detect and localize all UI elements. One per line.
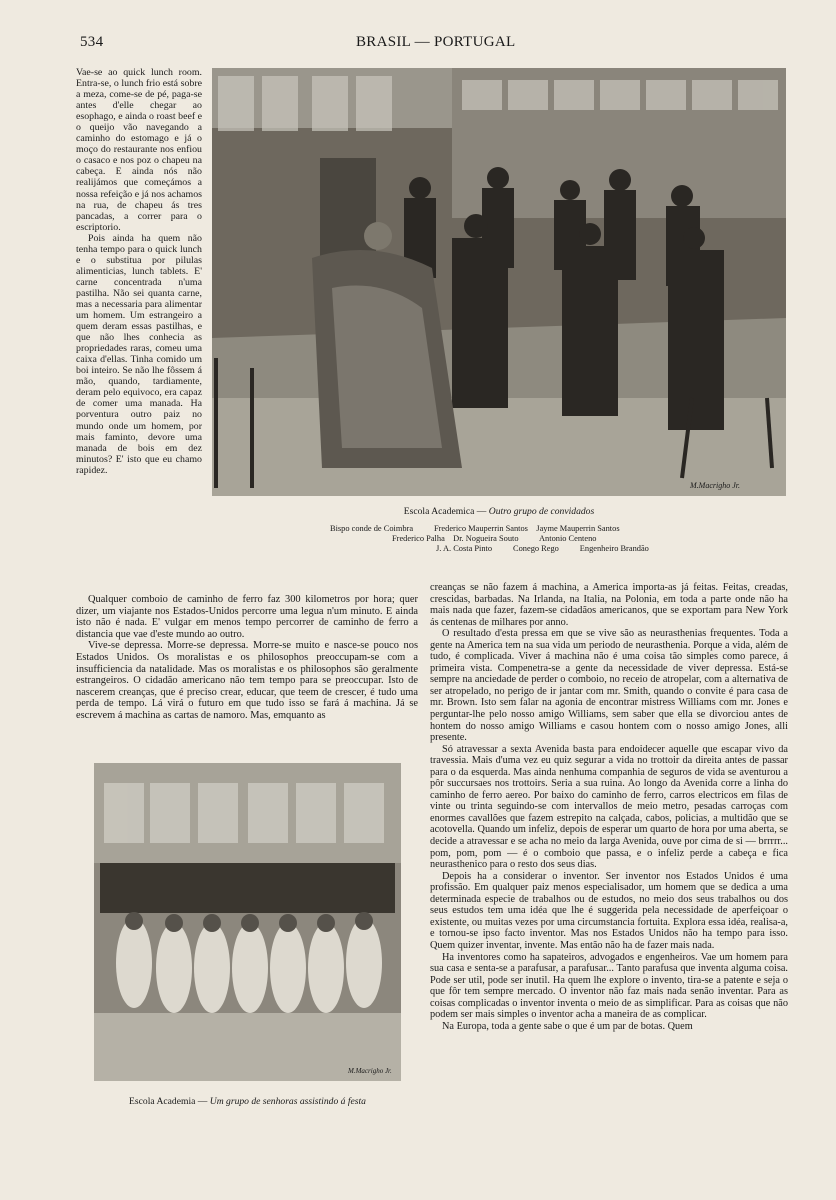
paragraph: O resultado d'esta pressa em que se vive são as neurasthenias frequentes. Toda a gente na America tem na sua vida um periodo de neurasthenia. Porque a vida, além de tudo, é complicada. Viver á machina não é uma coisa tão simples como parece, á primeira vista. Compenetra-se a gente da necessidade de viver depressa. Está-se sempre na anciedade de perder o comboio, no receio de atropelar, com a alternativa de ser atropelado, no perigo de ir jantar com mr. Smith, quando o convite é para casa de mr. Brown. Isto sem falar na agonia de encontrar mistress Williams com mr. Jones e perguntar-lhe pelo nosso amigo Williams, sem saber que ella se divorciou antes de hontem do nosso amigo Williams e casou hontem com o nosso amigo Jones, alli presente. [430,628,788,744]
paragraph: Só atravessar a sexta Avenida basta para endoidecer aquelle que escapar vivo da travessia. Mais d'uma vez eu quiz segurar a vida no trottoir da direita antes de passar para o da esquerda. Mas ainda nenhuma companhia de seguros de vida se aventurou a pôr succursaes nos trottoirs. Seria a sua ruina. Ao longo da Avenida corre a linha do caminho de ferro aereo. Por baixo do caminho de ferro, carros electricos em filas de vinte ou trinta seguindo-se com intervallos de meio metro, pesadas carroças com enormes cavallões que fazem estrepito na calçada, cabos, policias, a multidão que se acotovella. Quando um infeliz, depois de esperar um quarto de hora por uma aberta, se decide a atravessar e se acha no meio da larga Avenida, ouve por cima de si — brrrrr... pom, pom, pom — é o comboio que passa, e o infeliz perde a cabeça e fica neurasthenico para o resto dos seus dias. [430,743,788,871]
photo-group-guests [212,68,786,496]
paragraph: Vae-se ao quick lunch room. Entra-se, o lunch frio está sobre a meza, come-se de pé, paga-se antes d'elle chegar ao esophago, e ainda o roast beef e o queijo vão navegando a caminho do estomago e já o moço do restaurante nos enfiou o casaco e nos poz o chapeu na cabeça. E ainda nós não realijámos que começámos a nossa refeição e já nos achamos na rua, de chapeu ás tres pancadas, a correr para o escriptorio. [76,67,202,233]
photo-group-guests-image [212,68,786,496]
svg-text:M.Macrigho Jr.: M.Macrigho Jr. [348,1067,392,1075]
caption-names-line-2: Frederico Palha Dr. Nogueira Souto Antonio Centeno [392,534,597,543]
caption-title: Escola Academica — [403,506,487,517]
photo-ladies-group-caption [94,1096,401,1107]
page-number: 534 [80,34,104,50]
paragraph: creanças se não fazem á machina, a America importa-as já feitas. Feitas, creadas, crescidas, barbadas. Na Irlanda, na Italia, na Polonia, em toda a parte onde não ha mais nada que fazer, fazem-se cidadãos americanos, que se exportam para New York ás centenas de milhares por anno. [430,582,788,628]
paragraph: Na Europa, toda a gente sabe o que é um par de botas. Quem [442,1020,693,1032]
photo-ladies-group-image [94,763,401,1081]
caption-names-line-3: J. A. Costa Pinto Conego Rego Engenheiro Brandão [436,544,649,553]
paragraph: Pois ainda ha quem não tenha tempo para o quick lunch e o substitua por pilulas alimenticias, lunch tablets. E' carne concentrada n'uma pastilha. Não sei quanta carne, mas a necessaria para alimentar um homem. Um estrangeiro a quem deram essas pastilhas, e que não lhes conhecia as propriedades raras, comeu uma caixa d'ellas. Tinha comido um boi inteiro. Se não lhe fôssem á mão, quando, tardiamente, deram pelo equivoco, era capaz de comer uma manada. Ha porventura outro paiz no mundo onde um homem, por mais faminto, devore uma manada de bois em dez minutos? E' isto que eu chamo rapidez. [76,232,202,476]
paragraph: Vive-se depressa. Morre-se depressa. Morre-se muito e nasce-se pouco nos Estados Unidos. Os moralistas e os philosophos preoccupam-se com a insufficiencia da natalidade. Mas os moralistas e os philosophos são geralmente estrangeiros. O cidadão americano não tem tempo para se preoccupar. Isto de nascerem creanças, que é preciso crear, educar, que teem de crescer, é tudo uma perda de tempo. Lá virá o futuro em que tudo isso se fará á machina. Já se escrevem á machina as cartas de namoro. Mas, emquanto as [76,640,418,721]
article-column-left [76,594,418,738]
article-column-right [430,582,788,1108]
caption-subtitle: Um grupo de senhoras assistindo á festa [209,1096,366,1107]
paragraph: Qualquer comboio de caminho de ferro faz 300 kilometros por hora; quer dizer, um viajante nos Estados-Unidos percorre uma legua n'um minuto. E ainda isto não é nada. E' vulgar em menos tempo percorrer de caminho de ferro a distancia que vae d'este mundo ao outro. [76,594,418,640]
article-column-narrow [76,67,202,593]
caption-title: Escola Academia — [129,1096,208,1107]
caption-names-line-1: Bispo conde de Coimbra Frederico Mauperrin Santos Jayme Mauperrin Santos [330,524,620,533]
photo-ladies-group [94,763,401,1081]
svg-text:M.Macrigho Jr.: M.Macrigho Jr. [690,481,740,490]
paragraph: Ha inventores como ha sapateiros, advogados e engenheiros. Vae um homem para sua casa e senta-se a parafusar, a parafusar... Tanto parafusa que inventa alguma coisa. Pode ser util, pode ser inutil. Ha quem lhe explore o invento, tira-se a patente e seja o que fôr tem sempre mercado. O inventor não faz mais nada senão inventar. Para as coisas complicadas o inventor inventa o meio de as simplificar. Para as coisas que não podem ser mais simples o inventor acha a maneira de as complicar. [430,951,788,1021]
caption-subtitle: Outro grupo de convidados [488,506,595,517]
paragraph: Depois ha a considerar o inventor. Ser inventor nos Estados Unidos é uma profissão. Em qualquer paiz menos especialisador, um homem que se dedica a uma determinada especie de trabalhos ou de estudos, no meio dos seus trabalhos ou dos seus estudos tem uma idéa que lhe é suggerida pela necessidade de aperfeiçoar o existente, ou muitas vezes por uma circumstancia fortuita. Explora essa idéa, realisa-a, e tornou-se ipso facto inventor. Mas nos Estados Unidos não ha tempo para isso. Quem quizer inventar, invente. Mas então não ha de fazer mais nada. [430,870,788,951]
page-title: BRASIL — PORTUGAL [356,34,516,50]
photo-group-guests-caption [212,506,786,517]
